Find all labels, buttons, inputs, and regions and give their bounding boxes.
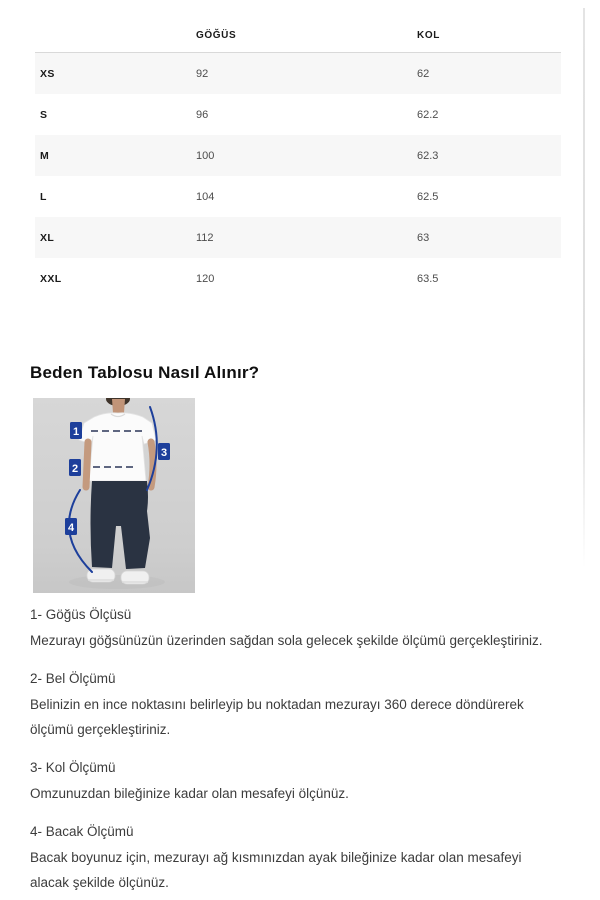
instruction-body: Mezurayı göğsünüzün üzerinden sağdan sola gelecek şekilde ölçümü gerçekleştiriniz.: [30, 633, 543, 648]
size-cell: XS: [40, 67, 55, 80]
arm-cell: 62.5: [417, 190, 439, 203]
instruction-waist: [30, 669, 564, 742]
guide-heading: Beden Tablosu Nasıl Alınır?: [30, 363, 260, 382]
arm-cell: 62.2: [417, 108, 439, 121]
size-table: [35, 18, 561, 299]
instruction-leg: [30, 822, 564, 895]
marker-2: [69, 459, 81, 476]
size-cell: XXL: [40, 272, 62, 285]
chest-cell: 112: [196, 231, 214, 244]
arm-cell: 63.5: [417, 272, 439, 285]
marker-4-label: 4: [67, 522, 75, 534]
table-row: [35, 53, 561, 94]
instruction-body: Omzunuzdan bileğinize kadar olan mesafeyi ölçünüz.: [30, 786, 349, 801]
size-cell: XL: [40, 231, 55, 244]
marker-1: [70, 422, 82, 439]
instruction-title: 3- Kol Ölçümü: [30, 760, 116, 775]
table-row: [35, 176, 561, 217]
chest-cell: 100: [196, 149, 215, 162]
instruction-title: 4- Bacak Ölçümü: [30, 824, 134, 839]
instruction-title: 2- Bel Ölçümü: [30, 671, 116, 686]
instruction-body: Belinizin en ince noktasını belirleyip bu noktadan mezurayı 360 derece döndürerek ölçümü gerçekleştiriniz.: [30, 697, 524, 737]
arm-cell: 63: [417, 231, 430, 244]
chest-cell: 104: [196, 190, 215, 203]
measurement-instructions: [30, 605, 564, 900]
marker-1-label: 1: [72, 426, 80, 438]
size-cell: M: [40, 149, 50, 162]
measurement-guide-image: [33, 398, 195, 593]
table-row: [35, 217, 561, 258]
column-header-chest: GÖĞÜS: [196, 29, 237, 41]
table-row: [35, 258, 561, 299]
instruction-arm: [30, 758, 564, 806]
instruction-body: Bacak boyunuz için, mezurayı ağ kısmınızdan ayak bileğinize kadar olan mesafeyi alacak şekilde ölçünüz.: [30, 850, 522, 890]
instruction-title: 1- Göğüs Ölçüsü: [30, 607, 132, 622]
marker-3: [158, 443, 170, 460]
scrollbar-track[interactable]: [583, 8, 585, 568]
chest-cell: 92: [196, 67, 209, 80]
table-row: [35, 135, 561, 176]
arm-cell: 62: [417, 67, 430, 80]
column-header-arm: KOL: [417, 29, 440, 41]
floor-shadow: [69, 575, 165, 589]
size-table-header: [35, 18, 561, 53]
arm-cell: 62.3: [417, 149, 439, 162]
table-row: [35, 94, 561, 135]
size-cell: L: [40, 190, 47, 203]
chest-cell: 96: [196, 108, 209, 121]
size-cell: S: [40, 108, 48, 121]
marker-4: [65, 518, 77, 535]
instruction-chest: [30, 605, 564, 653]
marker-3-label: 3: [160, 447, 168, 459]
marker-2-label: 2: [71, 463, 79, 475]
chest-cell: 120: [196, 272, 215, 285]
